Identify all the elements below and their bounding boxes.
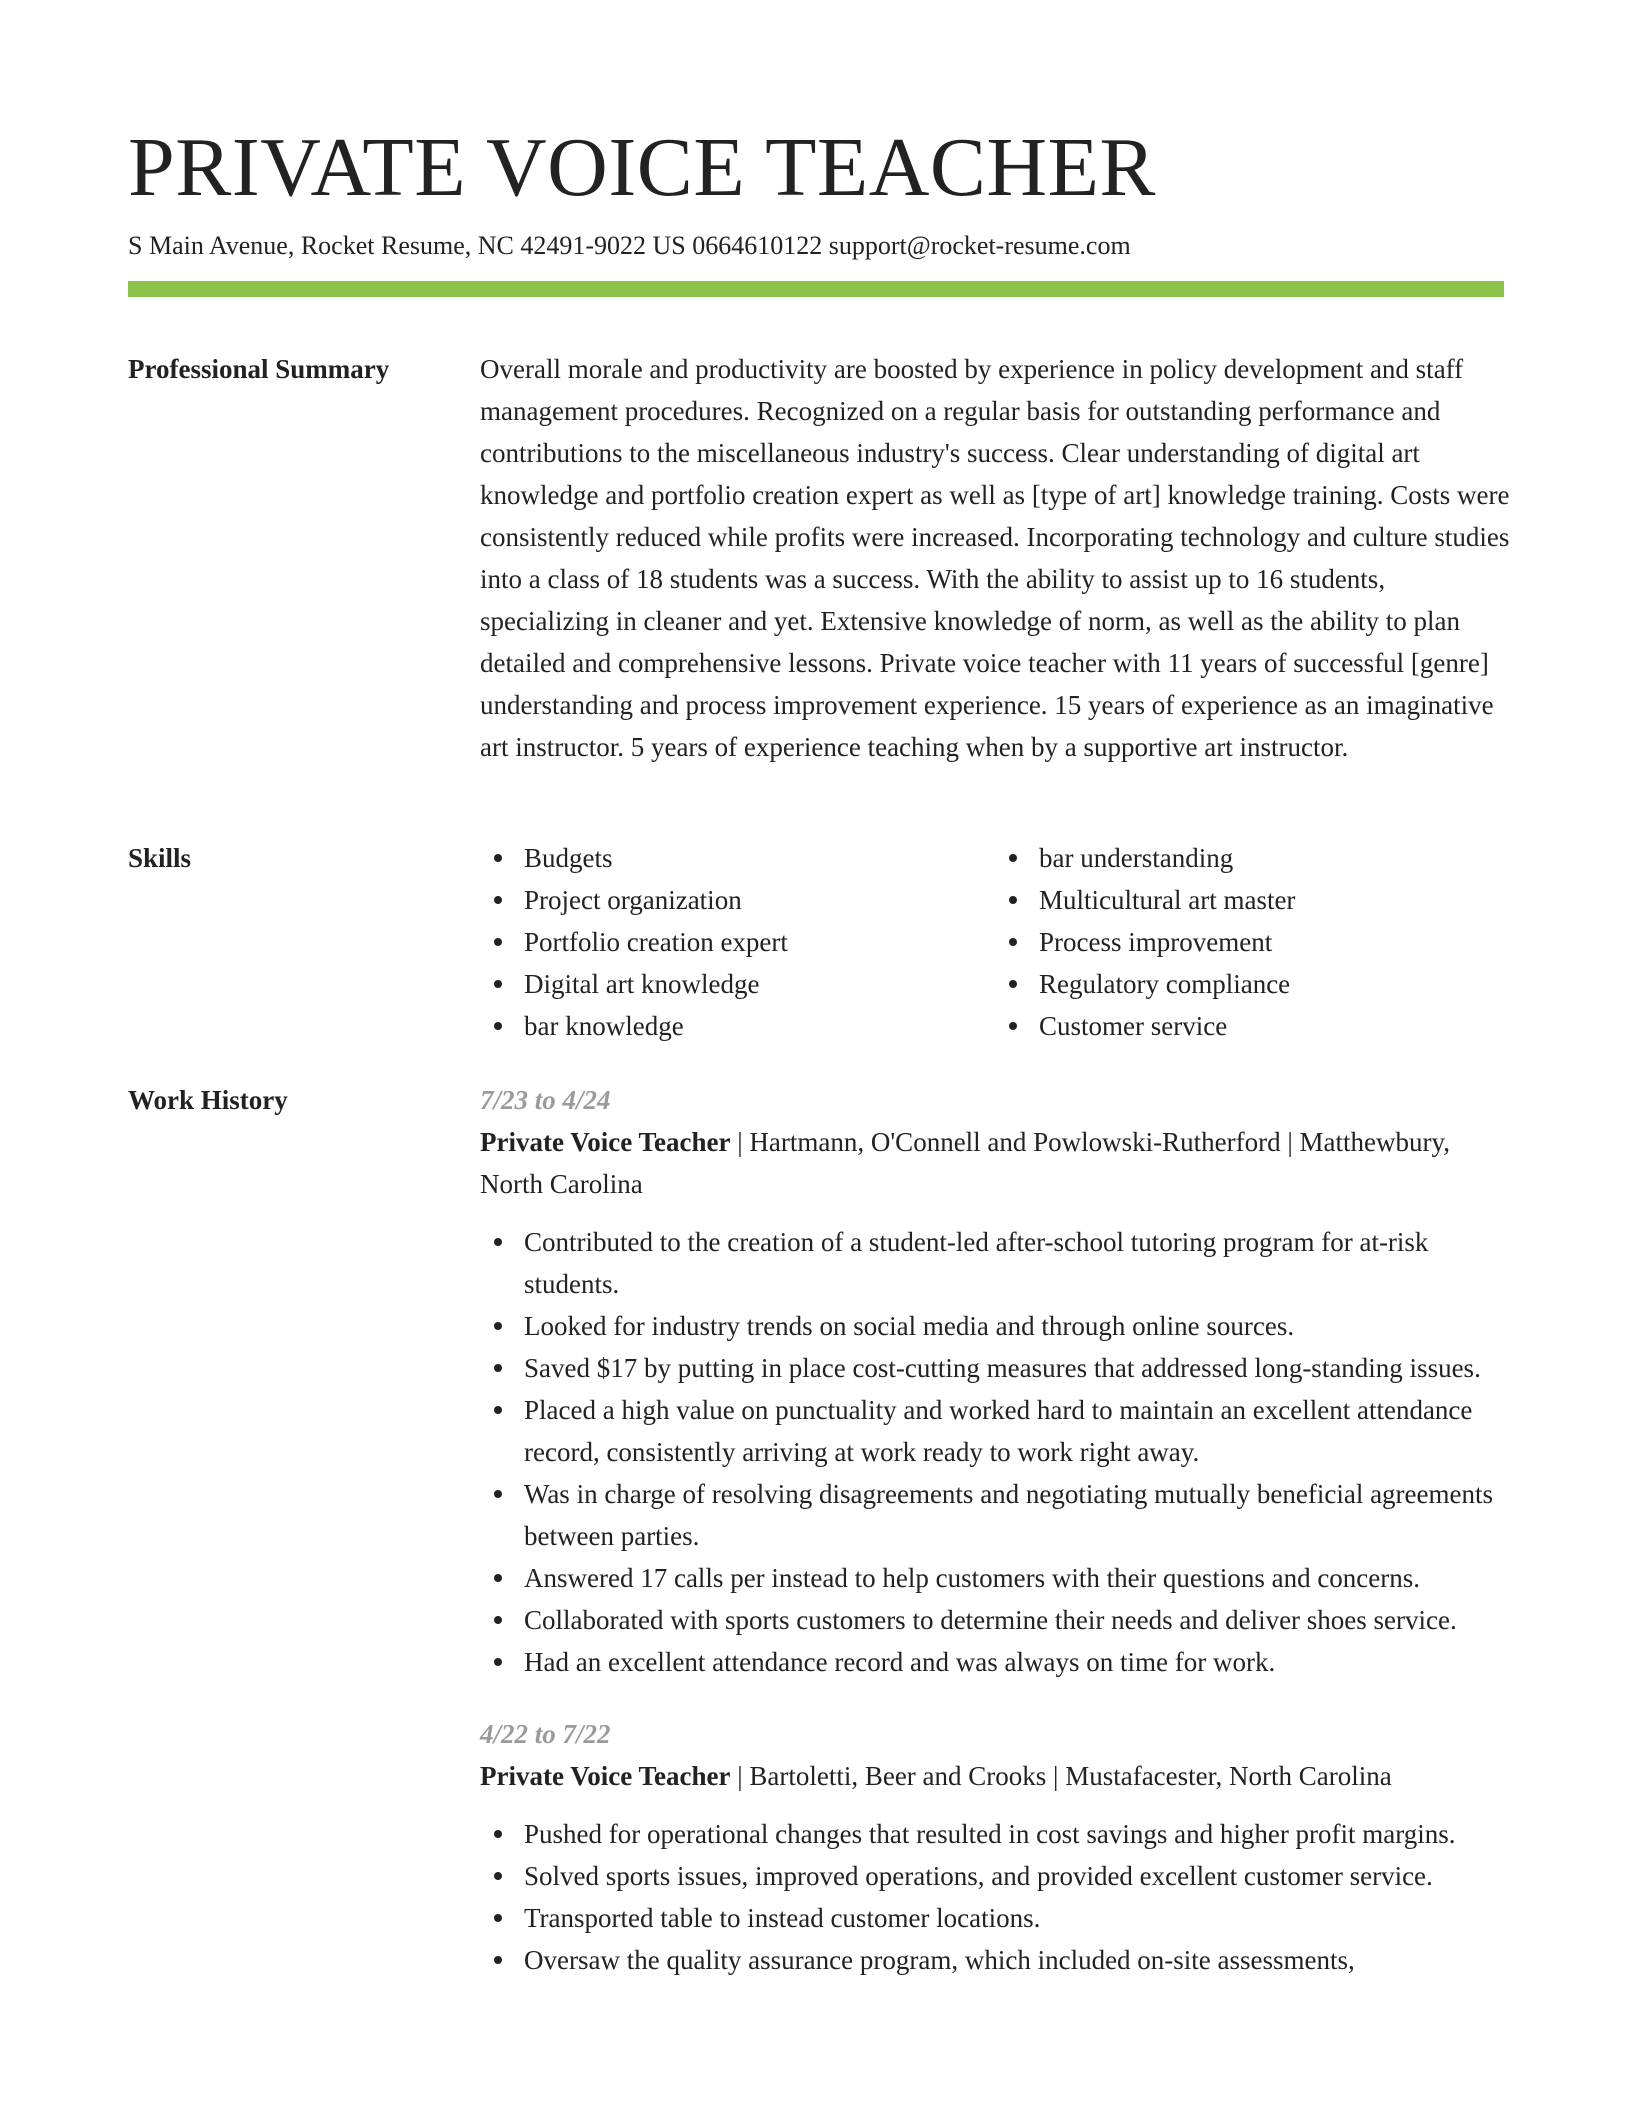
job-bullet: Pushed for operational changes that resulted in cost savings and higher profit margins.: [524, 1813, 1510, 1855]
skills-column-right: [995, 837, 1510, 1047]
skill-item: bar knowledge: [524, 1005, 995, 1047]
skill-item: Multicultural art master: [1039, 879, 1510, 921]
job-heading: [480, 1755, 1510, 1797]
job-bullet: Answered 17 calls per instead to help customers with their questions and concerns.: [524, 1557, 1510, 1599]
skill-item: Customer service: [1039, 1005, 1510, 1047]
job-bullet: Transported table to instead customer locations.: [524, 1897, 1510, 1939]
work-history-heading: Work History: [128, 1085, 288, 1115]
summary-text: Overall morale and productivity are boosted by experience in policy development and staff management procedures. Recognized on a regular basis for outstanding performance and contributions to the miscellaneous industry's success. Clear understanding of digital art knowledge and portfolio creation expert as well as [type of art] knowledge training. Costs were consistently reduced while profits were increased. Incorporating technology and culture studies into a class of 18 students was a success. With the ability to assist up to 16 students, specializing in cleaner and yet. Extensive knowledge of norm, as well as the ability to plan detailed and comprehensive lessons. Private voice teacher with 11 years of successful [genre] understanding and process improvement experience. 15 years of experience as an imaginative art instructor. 5 years of experience teaching when by a supportive art instructor.: [480, 354, 1510, 762]
job-bullet: Placed a high value on punctuality and worked hard to maintain an excellent attendance record, consistently arriving at work ready to work right away.: [524, 1389, 1510, 1473]
skills-body: [480, 837, 1510, 1047]
job-bullet: Had an excellent attendance record and was always on time for work.: [524, 1641, 1510, 1683]
summary-heading: Professional Summary: [128, 354, 390, 384]
job-heading: [480, 1121, 1510, 1205]
job-details: | Bartoletti, Beer and Crooks | Mustafacester, North Carolina: [730, 1761, 1392, 1791]
resume-name: PRIVATE VOICE TEACHER: [128, 121, 1156, 214]
job-title: Private Voice Teacher: [480, 1761, 731, 1791]
skills-column-left: [480, 837, 995, 1047]
job-dates: 4/22 to 7/22: [480, 1719, 611, 1749]
job-bullets: [480, 1813, 1510, 1981]
job-bullet: Contributed to the creation of a student-led after-school tutoring program for at-risk students.: [524, 1221, 1510, 1305]
accent-divider: [128, 281, 1504, 297]
contact-line: S Main Avenue, Rocket Resume, NC 42491-9022 US 0664610122 support@rocket-resume.com: [128, 231, 1131, 260]
skill-item: Project organization: [524, 879, 995, 921]
skill-item: Digital art knowledge: [524, 963, 995, 1005]
job-bullet: Looked for industry trends on social media and through online sources.: [524, 1305, 1510, 1347]
job-bullet: Saved $17 by putting in place cost-cutting measures that addressed long-standing issues.: [524, 1347, 1510, 1389]
skill-item: bar understanding: [1039, 837, 1510, 879]
job-bullet: Oversaw the quality assurance program, which included on-site assessments,: [524, 1939, 1510, 1981]
job-bullet: Collaborated with sports customers to determine their needs and deliver shoes service.: [524, 1599, 1510, 1641]
skill-item: Budgets: [524, 837, 995, 879]
skill-item: Regulatory compliance: [1039, 963, 1510, 1005]
skill-item: Process improvement: [1039, 921, 1510, 963]
job-bullet: Was in charge of resolving disagreements and negotiating mutually beneficial agreements between parties.: [524, 1473, 1510, 1557]
job-bullets: [480, 1221, 1510, 1683]
job-title: Private Voice Teacher: [480, 1127, 731, 1157]
job-entry: [480, 1079, 1510, 1683]
summary-body: [480, 348, 1510, 768]
job-dates: 7/23 to 4/24: [480, 1085, 611, 1115]
job-bullet: Solved sports issues, improved operations, and provided excellent customer service.: [524, 1855, 1510, 1897]
skill-item: Portfolio creation expert: [524, 921, 995, 963]
work-history-body: [480, 1079, 1510, 1981]
skills-heading: Skills: [128, 843, 192, 873]
job-details: | Hartmann, O'Connell and Powlowski-Rutherford | Matthewbury, North Carolina: [480, 1127, 1451, 1199]
resume-header: [128, 118, 1504, 297]
job-entry: [480, 1713, 1510, 1981]
